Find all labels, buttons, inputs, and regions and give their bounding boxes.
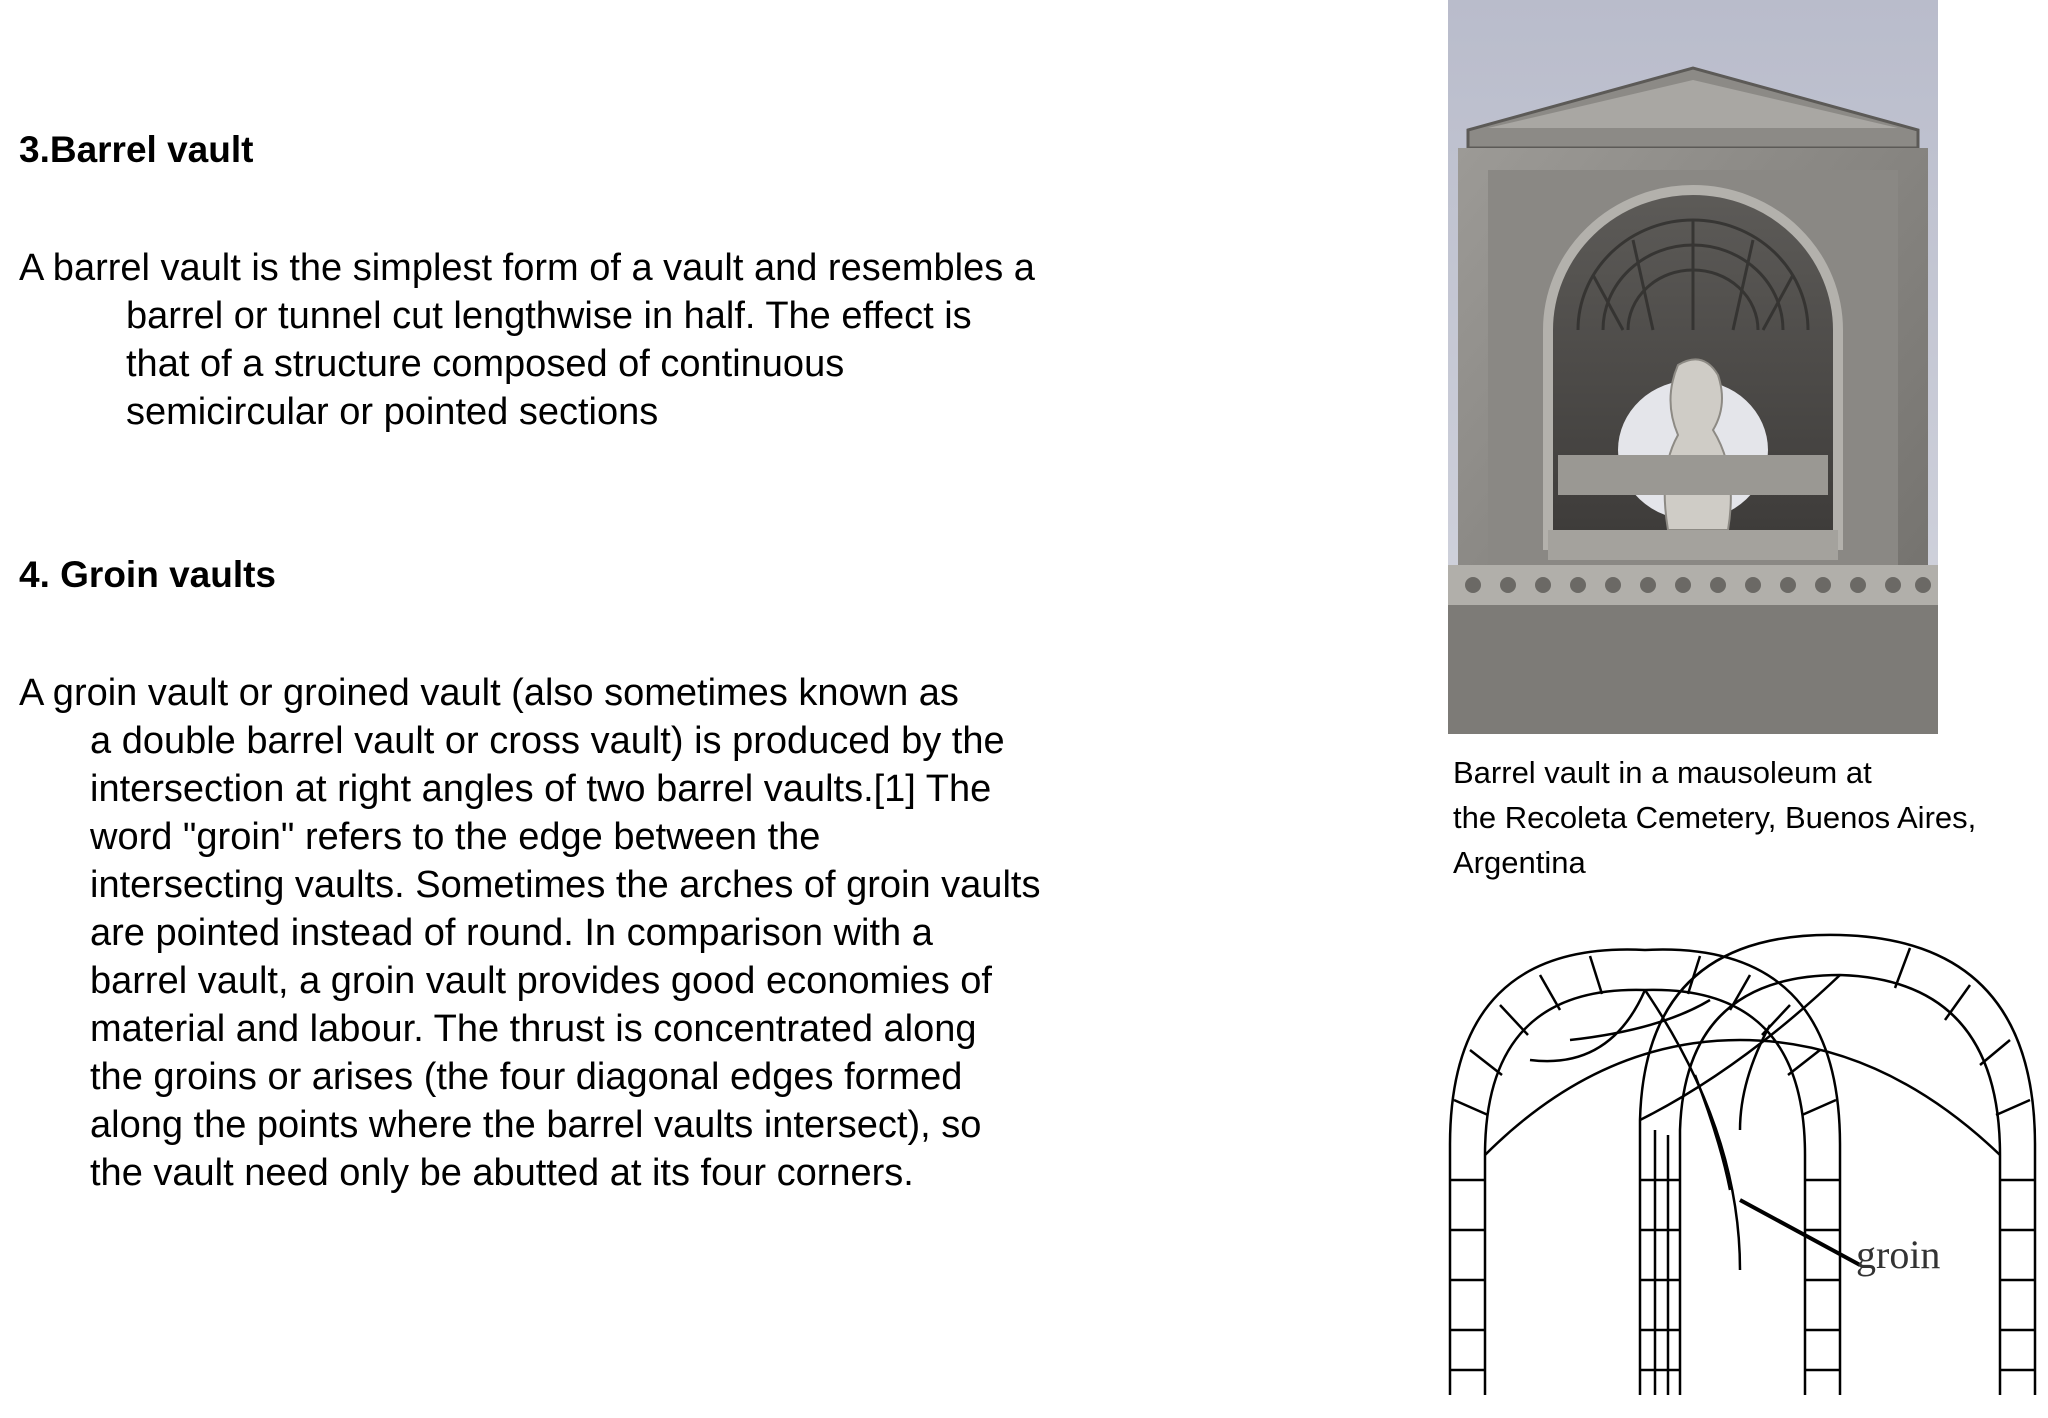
paragraph-line: along the points where the barrel vaults intersect), so: [90, 1104, 982, 1146]
paragraph-line: semicircular or pointed sections: [126, 391, 659, 433]
paragraph-line: the groins or arises (the four diagonal edges formed: [90, 1056, 963, 1098]
photo-caption: [1453, 750, 2033, 885]
paragraph-line: A barrel vault is the simplest form of a vault and resembles a: [19, 247, 1035, 289]
paragraph-line: barrel or tunnel cut lengthwise in half. The effect is: [126, 295, 972, 337]
caption-line: Argentina: [1453, 845, 1586, 880]
paragraph-line: material and labour. The thrust is concentrated along: [90, 1008, 977, 1050]
paragraph-line: are pointed instead of round. In comparison with a: [90, 912, 933, 954]
paragraph-line: a double barrel vault or cross vault) is produced by the: [90, 720, 1005, 762]
paragraph-line: barrel vault, a groin vault provides good economies of: [90, 960, 992, 1002]
barrel-vault-heading: 3.Barrel vault: [19, 129, 254, 170]
paragraph-line: intersecting vaults. Sometimes the arches of groin vaults: [90, 864, 1041, 906]
paragraph-line: that of a structure composed of continuous: [126, 343, 845, 385]
groin-label: groin: [1856, 1232, 1941, 1277]
paragraph-line: A groin vault or groined vault (also sometimes known as: [19, 672, 959, 714]
caption-line: the Recoleta Cemetery, Buenos Aires,: [1453, 800, 1977, 835]
barrel-vault-paragraph: [19, 244, 1159, 436]
groin-vaults-paragraph: [19, 669, 1159, 1197]
caption-line: Barrel vault in a mausoleum at: [1453, 755, 1872, 790]
paragraph-line: word "groin" refers to the edge between the: [90, 816, 821, 858]
groin-vaults-heading: 4. Groin vaults: [19, 554, 277, 595]
paragraph-line: the vault need only be abutted at its four corners.: [90, 1152, 914, 1194]
groin-vault-diagram: [1440, 930, 2040, 1400]
paragraph-line: intersection at right angles of two barrel vaults.[1] The: [90, 768, 992, 810]
mausoleum-photo: [1448, 0, 1938, 734]
